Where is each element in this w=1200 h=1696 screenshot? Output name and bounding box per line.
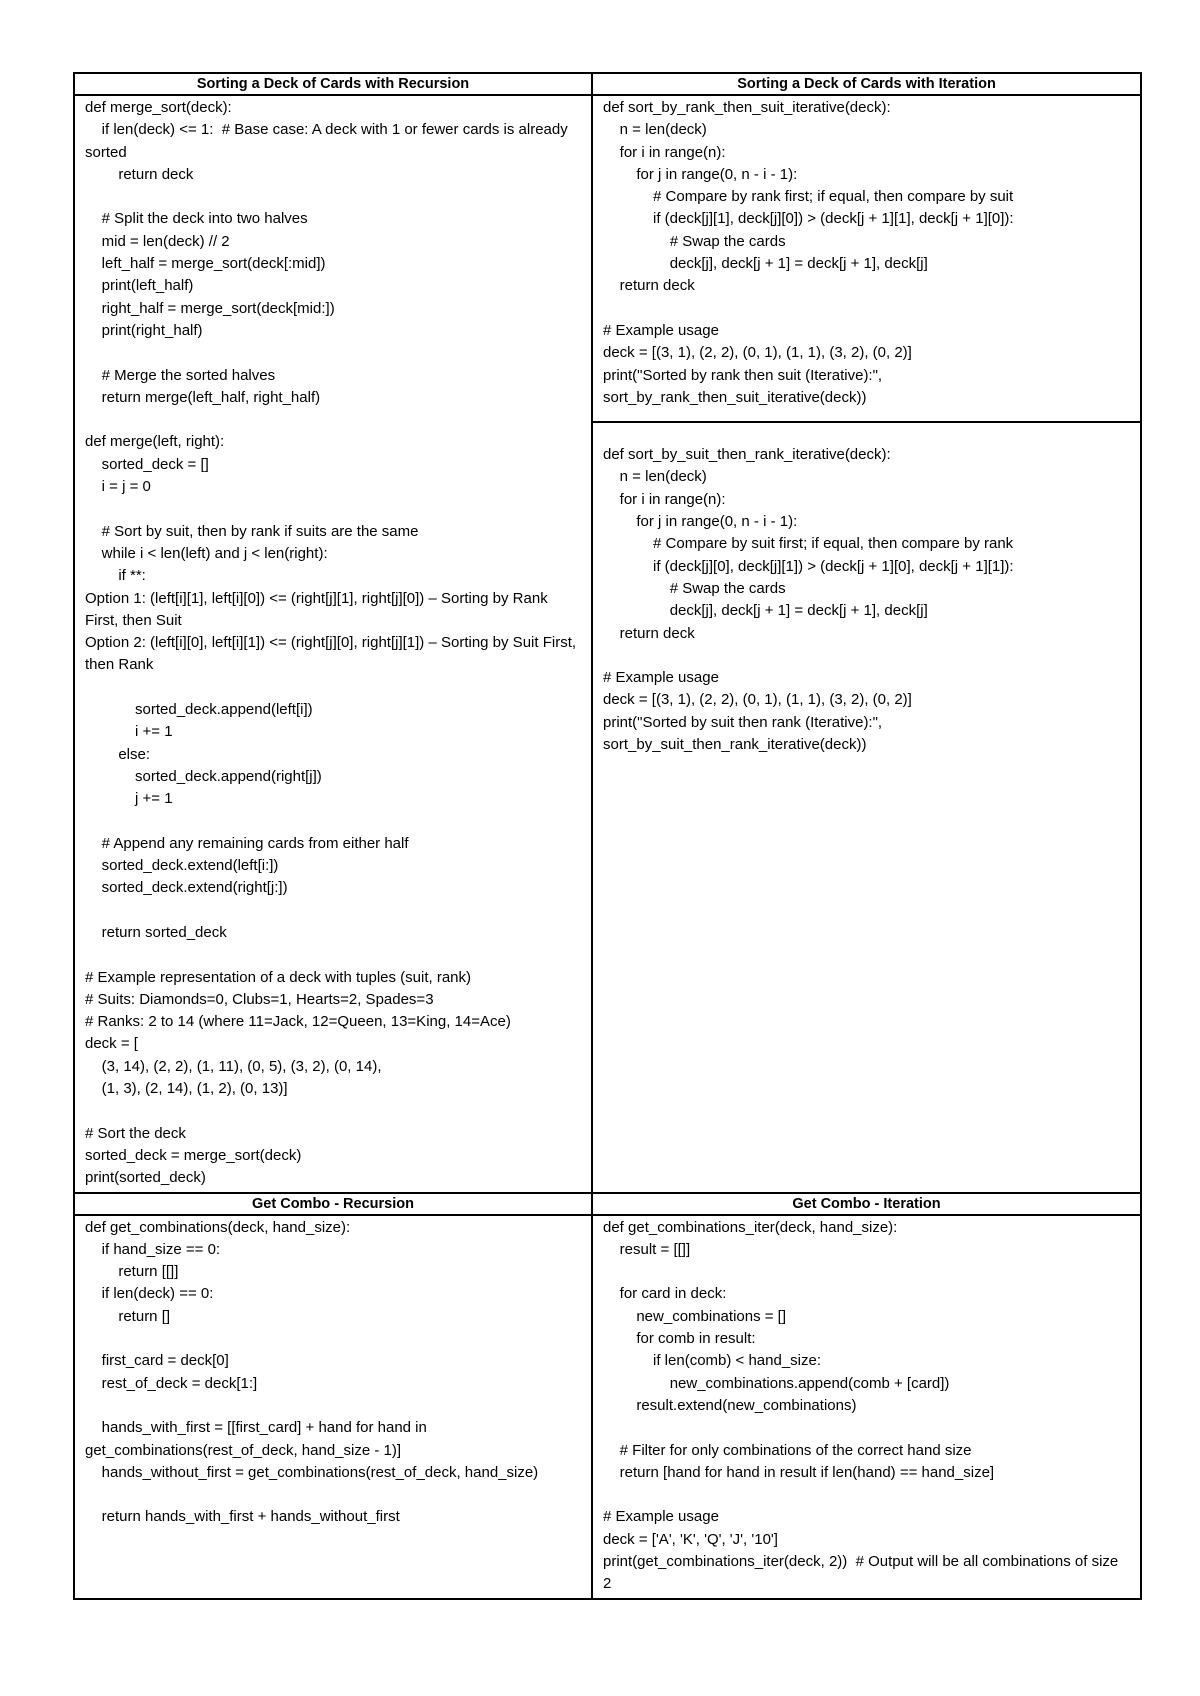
combo-iteration-header: Get Combo - Iteration [592, 1193, 1141, 1215]
header-row-combo [74, 1193, 1141, 1215]
sort-recursion-header: Sorting a Deck of Cards with Recursion [74, 73, 592, 95]
sort-recursion-cell [74, 95, 592, 1193]
get-combinations-code: def get_combinations(deck, hand_size): if hand_size == 0: return [[]] if len(deck) == 0: return [] first_card = deck[0] rest_of_deck = deck[1:] hands_with_first = [[first_card] + hand for hand in get_combinations(rest_of_deck, hand_size - 1)] hands_without_first = get_combinations(rest_of_deck, hand_size) return hands_with_first + hands_without_first [85, 1218, 539, 1526]
sort-iteration-cell [592, 95, 1141, 1193]
header-row-sorting [74, 73, 1141, 95]
combo-recursion-cell [74, 1215, 592, 1599]
get-combinations-iter-code: def get_combinations_iter(deck, hand_size): result = [[]] for card in deck: new_combinations = [] for comb in result: if len(comb) < hand_size: new_combinations.append(comb + [card]) result.extend(new_combinations) # Filter for only combinations of the correct hand size return [hand for hand in result if len(hand) == hand_size] # Example usage deck = ['A', 'K', 'Q', 'J', '10'] print(get_combinations_iter(deck, 2)) # Output will be all combinations of size 2 [603, 1218, 1119, 1593]
merge-sort-code: def merge_sort(deck): if len(deck) <= 1: # Base case: A deck with 1 or fewer cards is already sorted return deck # Split the deck into two halves mid = len(deck) // 2 left_half = merge_sort(deck[:mid]) print(left_half) right_half = merge_sort(deck[mid:]) print(right_half) # Merge the sorted halves return merge(left_half, right_half) def merge(left, right): sorted_deck = [] i = j = 0 # Sort by suit, then by rank if suits are the same while i < len(left) and j < len(right): if **: Option 1: (left[i][1], left[i][0]) <= (right[j][1], right[j][0]) – Sorting by Rank First, then Suit Option 2: (left[i][0], left[i][1]) <= (right[j][0], right[j][1]) – Sorting by Suit First, then Rank sorted_deck.append(left[i]) i += 1 else: sorted_deck.append(right[j]) j += 1 # Append any remaining cards from either half sorted_deck.extend(left[i:]) sorted_deck.extend(right[j:]) return sorted_deck # Example representation of a deck with tuples (suit, rank) # Suits: Diamonds=0, Clubs=1, Hearts=2, Spades=3 # Ranks: 2 to 14 (where 11=Jack, 12=Queen, 13=King, 14=Ace) deck = [ (3, 14), (2, 2), (1, 11), (0, 5), (3, 2), (0, 14), (1, 3), (2, 14), (1, 2), (0, 13)] # Sort the deck sorted_deck = merge_sort(deck) print(sorted_deck) [85, 99, 577, 1187]
combo-recursion-header: Get Combo - Recursion [74, 1193, 592, 1215]
sort-by-rank-code: def sort_by_rank_then_suit_iterative(deck): n = len(deck) for i in range(n): for j in range(0, n - i - 1): # Compare by rank first; if equal, then compare by suit if (deck[j][1], deck[j][0]) > (deck[j + 1][1], deck[j + 1][0]): # Swap the cards deck[j], deck[j + 1] = deck[j + 1], deck[j] return deck # Example usage deck = [(3, 1), (2, 2), (0, 1), (1, 1), (3, 2), (0, 2)] print("Sorted by rank then suit (Iterative):", sort_by_rank_then_suit_iterative(deck)) [603, 99, 1014, 406]
sort-iteration-header: Sorting a Deck of Cards with Iteration [592, 73, 1141, 95]
sort-by-suit-code: def sort_by_suit_then_rank_iterative(deck): n = len(deck) for i in range(n): for j in range(0, n - i - 1): # Compare by suit first; if equal, then compare by rank if (deck[j][0], deck[j][1]) > (deck[j + 1][0], deck[j + 1][1]): # Swap the cards deck[j], deck[j + 1] = deck[j + 1], deck[j] return deck # Example usage deck = [(3, 1), (2, 2), (0, 1), (1, 1), (3, 2), (0, 2)] print("Sorted by suit then rank (Iterative):", sort_by_suit_then_rank_iterative(deck)) [603, 446, 1014, 754]
combo-iteration-cell [592, 1215, 1141, 1599]
body-row-sorting [74, 95, 1141, 1193]
section-divider [593, 421, 1140, 423]
body-row-combo [74, 1215, 1141, 1599]
code-comparison-table [73, 72, 1142, 1600]
